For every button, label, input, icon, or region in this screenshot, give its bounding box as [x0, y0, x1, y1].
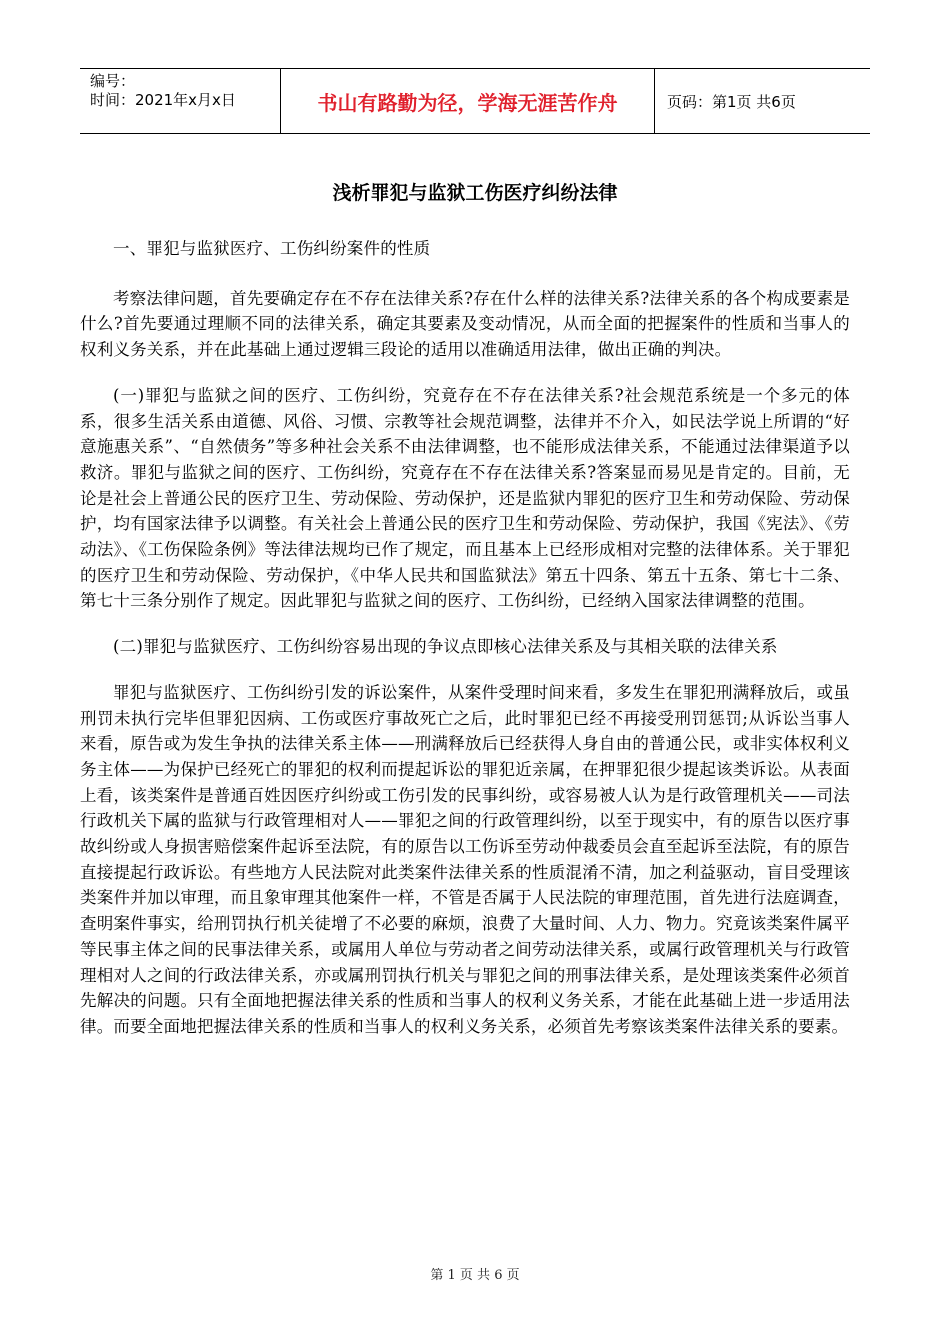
page-footer: 第 1 页 共 6 页: [430, 1268, 520, 1283]
paragraph: 罪犯与监狱医疗、工伤纠纷引发的诉讼案件，从案件受理时间来看，多发生在罪犯刑满释放后，或虽刑罚未执行完毕但罪犯因病、工伤或医疗事故死亡之后，此时罪犯已经不再接受刑罚惩罚;从诉讼当事人来看，原告或为发生争执的法律关系主体——刑满释放后已经获得人身自由的普通公民，或非实体权利义务主体——为保护已经死亡的罪犯的权利而提起诉讼的罪犯近亲属，在押罪犯很少提起该类诉讼。从表面上看，该类案件是普通百姓因医疗纠纷或工伤引发的民事纠纷，或容易被人认为是行政管理机关——司法行政机关下属的监狱与行政管理相对人——罪犯之间的行政管理纠纷，以至于现实中，有的原告以医疗事故纠纷或人身损害赔偿案件起诉至法院，有的原告以工伤诉至劳动仲裁委员会直至起诉至法院，有的原告直接提起行政诉讼。有些地方人民法院对此类案件法律关系的性质混淆不清，加之利益驱动，盲目受理该类案件并加以审理，而且象审理其他案件一样，不管是否属于人民法院的审理范围，首先进行法庭调查，查明案件事实，给刑罚执行机关徒增了不必要的麻烦，浪费了大量时间、人力、物力。究竟该类案件属平等民事主体之间的民事法律关系，或属用人单位与劳动者之间劳动法律关系，或属行政管理机关与行政管理相对人之间的行政法律关系，亦或属刑罚执行机关与罪犯之间的刑事法律关系，是处理该类案件必须首先解决的问题。只有全面地把握法律关系的性质和当事人的权利义务关系，才能在此基础上进一步适用法律。而要全面地把握法律关系的性质和当事人的权利义务关系，必须首先考察该类案件法律关系的要素。: [80, 682, 850, 1036]
date-label: 时间：2021年x月x日: [90, 91, 236, 109]
document-title: 浅析罪犯与监狱工伤医疗纠纷法律: [332, 182, 618, 204]
paragraph: (一)罪犯与监狱之间的医疗、工伤纠纷，究竟存在不存在法律关系?社会规范系统是一个多元的体系，很多生活关系由道德、风俗、习惯、宗教等社会规范调整，法律并不介入，如民法学说上所谓的“好意施惠关系”、“自然债务”等多种社会关系不由法律调整，也不能形成法律关系，不能通过法律渠道予以救济。罪犯与监狱之间的医疗、工伤纠纷，究竟存在不存在法律关系?答案显而易见是肯定的。目前，无论是社会上普通公民的医疗卫生、劳动保险、劳动保护，还是监狱内罪犯的医疗卫生和劳动保险、劳动保护，均有国家法律予以调整。有关社会上普通公民的医疗卫生和劳动保险、劳动保护，我国《宪法》、《劳动法》、《工伤保险条例》等法律法规均已作了规定，而且基本上已经形成相对完整的法律体系。关于罪犯的医疗卫生和劳动保险、劳动保护，《中华人民共和国监狱法》第五十四条、第五十五条、第七十二条、第七十三条分别作了规定。因此罪犯与监狱之间的医疗、工伤纠纷，已经纳入国家法律调整的范围。: [80, 385, 850, 611]
subsection-heading: (二)罪犯与监狱医疗、工伤纠纷容易出现的争议点即核心法律关系及与其相关联的法律关系: [113, 637, 778, 657]
header-motto: 书山有路勤为径，学海无涯苦作舟: [280, 69, 655, 133]
document-body: [80, 236, 850, 1060]
section-heading: 一、罪犯与监狱医疗、工伤纠纷案件的性质: [113, 239, 431, 258]
header-meta: [80, 69, 280, 133]
number-label: 编号：: [90, 72, 136, 90]
header-page-info: 页码：第1页 共6页: [667, 92, 796, 111]
document-header: [80, 68, 870, 134]
paragraph: 考察法律问题，首先要确定存在不存在法律关系?存在什么样的法律关系?法律关系的各个构成要素是什么?首先要通过理顺不同的法律关系，确定其要素及变动情况，从而全面的把握案件的性质和当事人的权利义务关系，并在此基础上通过逻辑三段论的适用以准确适用法律，做出正确的判决。: [80, 288, 850, 360]
